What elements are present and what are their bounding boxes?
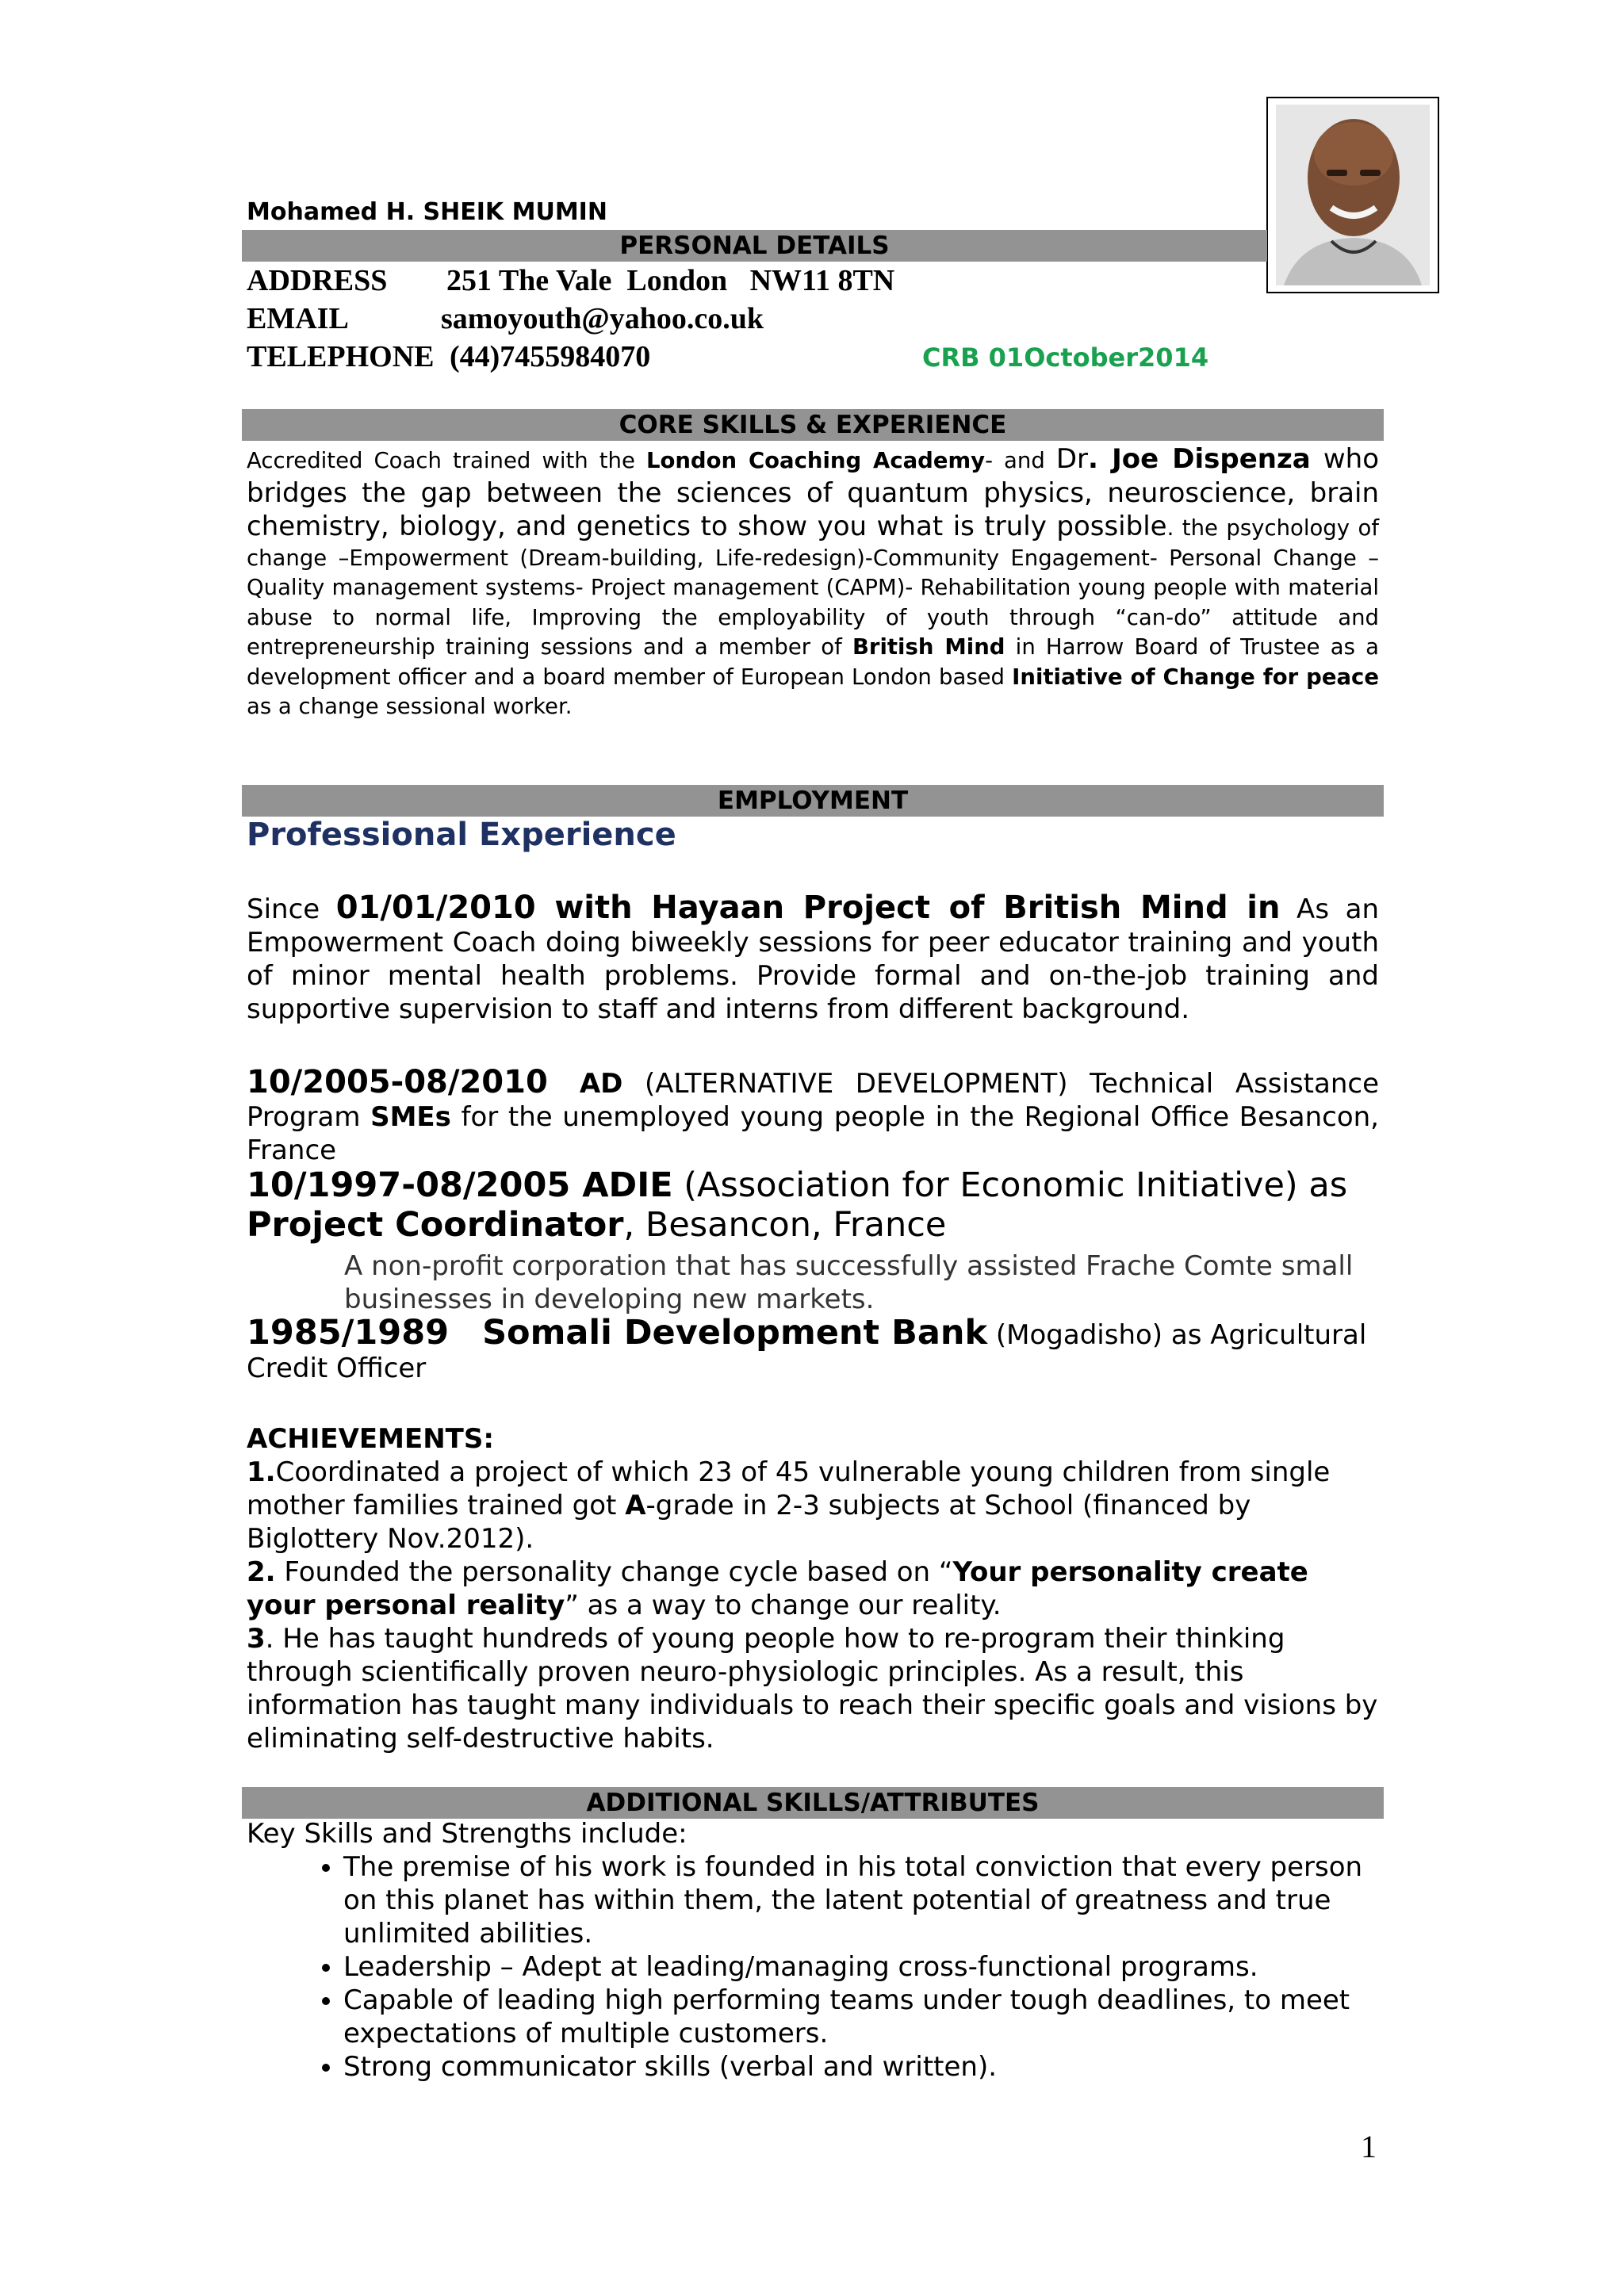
- key-skills-intro: Key Skills and Strengths include:: [247, 1818, 688, 1850]
- address-value: 251 The Vale London NW11 8TN: [446, 264, 895, 297]
- achievement-2: 2. Founded the personality change cycle based on “Your personality create your personal reality” as a way to change our reality.: [247, 1556, 1308, 1621]
- achievement-3: 3. He has taught hundreds of young people how to re-program their thinking through scientifically proven neuro-physiologic principles. As a result, this information has taught many individuals to reach their specific goals and visions by eliminating self-destructive habits.: [247, 1623, 1378, 1755]
- employment-entry-adie: 10/1997-08/2005 ADIE (Association for Economic Initiative) as Project Coordinator, Besancon, France: [247, 1165, 1348, 1245]
- skill-item: • The premise of his work is founded in his total conviction that every person on this planet has within them, the latent potential of greatness and true unlimited abilities.: [343, 1850, 1382, 1950]
- email-label: EMAIL: [247, 302, 349, 335]
- telephone-value: (44)7455984070: [450, 340, 651, 373]
- achievements-heading: ACHIEVEMENTS:: [247, 1423, 494, 1455]
- employment-entry-sdb: 1985/1989 Somali Development Bank (Mogadisho) as Agricultural Credit Officer: [247, 1313, 1367, 1384]
- core-skills-paragraph: Accredited Coach trained with the London Coaching Academy- and Dr. Joe Dispenza who bridges the gap between the sciences of quantum physics, neuroscience, brain chemistry, biology, and genetics to show you what is truly possible. the psychology of change –Empowerment (Dream-building, Life-redesign)-Community Engagement- Personal Change – Quality management systems- Project management (CAPM)- Rehabilitation young people with material abuse to normal life, Improving the employability of youth through “can-do” attitude and entrepreneurship training sessions and a member of British Mind in Harrow Board of Trustee as a development officer and a board member of European London based Initiative of Change for peace as a change sessional worker.: [247, 443, 1380, 719]
- portrait-image: [1276, 105, 1430, 285]
- page-number: 1: [1361, 2129, 1377, 2164]
- skills-list: [247, 1850, 1382, 2084]
- core-skills-header: CORE SKILLS & EXPERIENCE: [242, 409, 1384, 441]
- employment-entry-hayaan: Since 01/01/2010 with Hayaan Project of British Mind in As an Empowerment Coach doing biweekly sessions for peer educator training and youth of minor mental health problems. Provide formal and on-the-job training and supportive supervision to staff and interns from different background.: [247, 890, 1379, 1025]
- skill-item: • Capable of leading high performing teams under tough deadlines, to meet expectations of multiple customers.: [343, 1984, 1382, 2050]
- employment-entry-ad: 10/2005-08/2010 AD (ALTERNATIVE DEVELOPMENT) Technical Assistance Program SMEs for the unemployed young people in the Regional Office Besancon, France: [247, 1064, 1379, 1166]
- email-value: samoyouth@yahoo.co.uk: [441, 302, 764, 335]
- employment-header: EMPLOYMENT: [242, 785, 1384, 817]
- crb-date: CRB 01October2014: [922, 342, 1209, 373]
- profile-photo: [1266, 97, 1439, 293]
- telephone-label: TELEPHONE: [247, 340, 435, 373]
- address-label: ADDRESS: [247, 264, 388, 297]
- additional-skills-header: ADDITIONAL SKILLS/ATTRIBUTES: [242, 1787, 1384, 1819]
- skill-item: • Leadership – Adept at leading/managing cross-functional programs.: [343, 1950, 1382, 1984]
- achievement-1: 1.Coordinated a project of which 23 of 45 vulnerable young children from single mother families trained got A-grade in 2-3 subjects at School (financed by Biglottery Nov.2012).: [247, 1456, 1331, 1555]
- adie-description: A non-profit corporation that has successfully assisted Frache Comte small businesses in developing new markets.: [344, 1250, 1354, 1315]
- skill-item: • Strong communicator skills (verbal and written).: [343, 2050, 1382, 2084]
- candidate-name: Mohamed H. SHEIK MUMIN: [247, 198, 607, 226]
- professional-experience-heading: Professional Experience: [247, 817, 676, 853]
- personal-details-header: PERSONAL DETAILS: [242, 230, 1267, 262]
